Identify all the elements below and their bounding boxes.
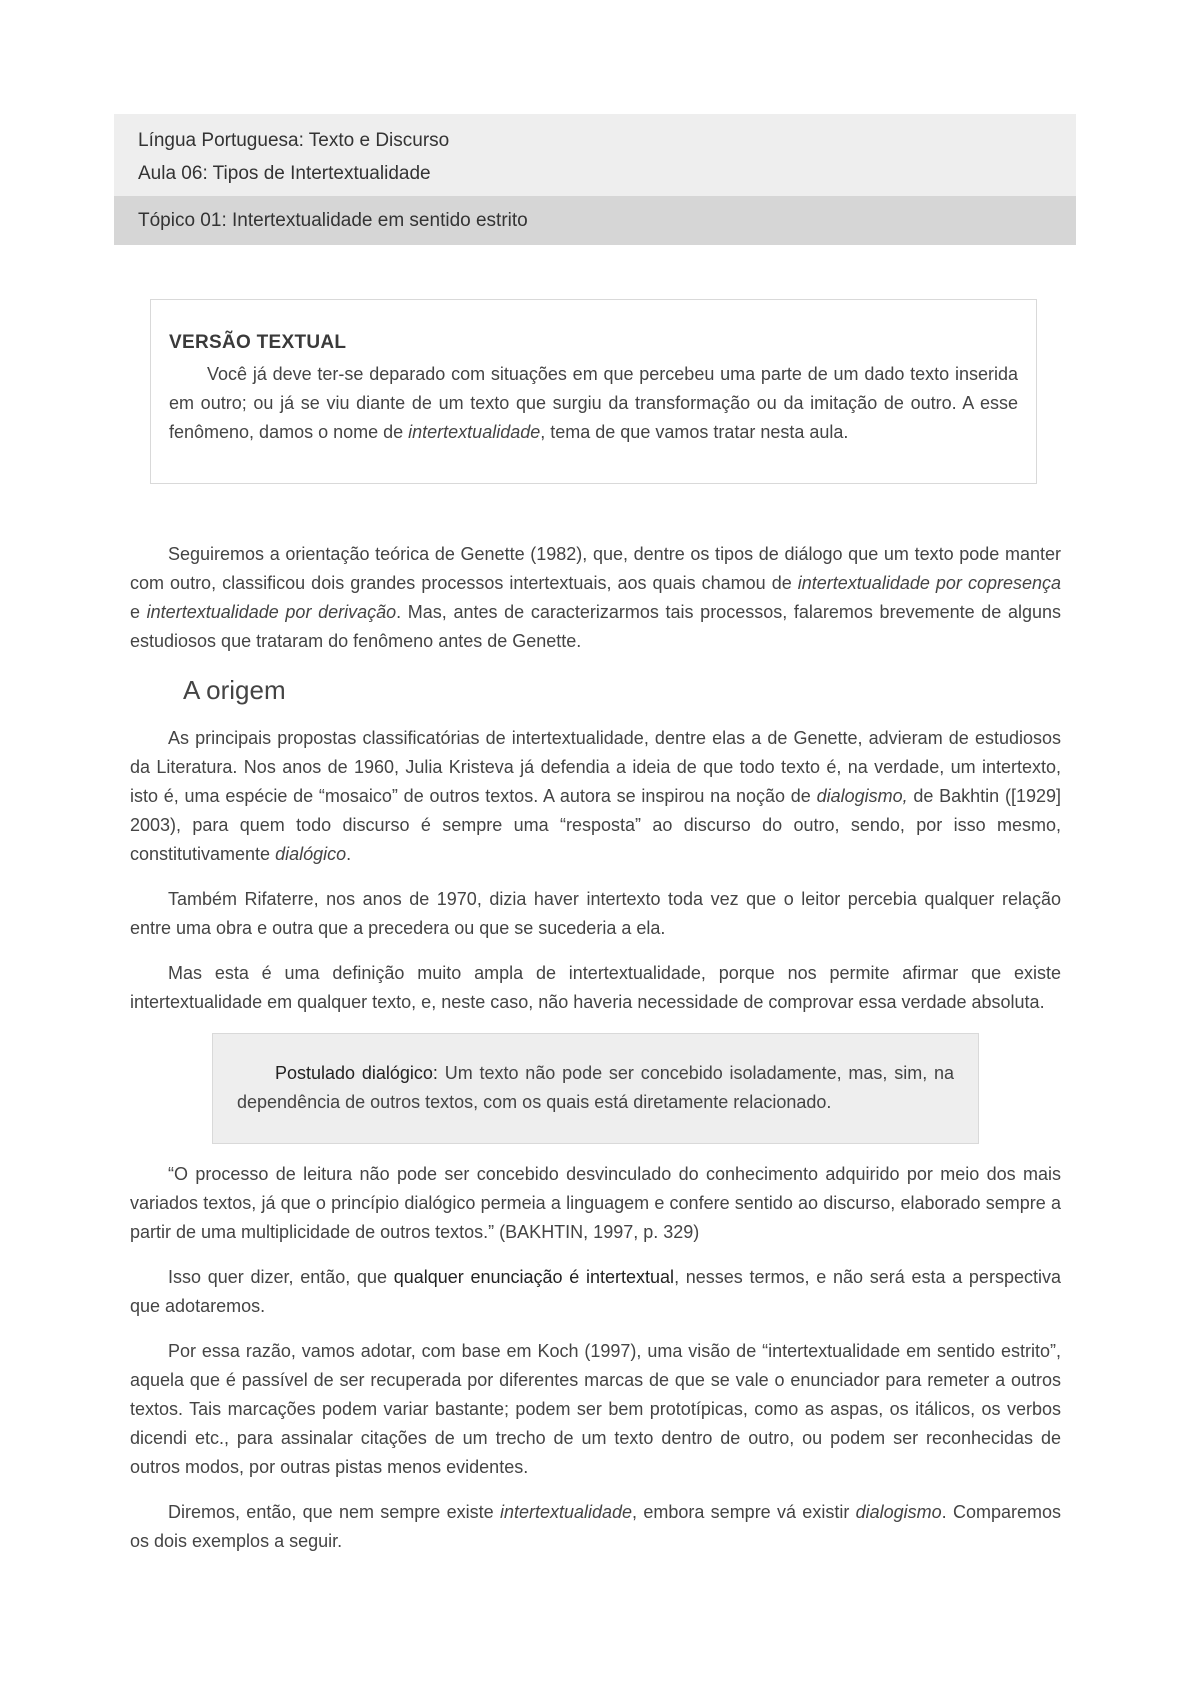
header-title-block [114,114,1076,196]
topic-title: Tópico 01: Intertextualidade em sentido estrito [114,196,1076,245]
lesson-title: Aula 06: Tipos de Intertextualidade [138,163,431,184]
postulate-text: Um texto não pode ser concebido isoladamente, mas, sim, na dependência de outros textos, com os quais está diretamente relacionado. [237,1063,954,1112]
paragraph-kristeva: As principais propostas classificatórias de intertextualidade, dentre elas a de Genette, advieram de estudiosos da Literatura. Nos anos de 1960, Julia Kristeva já defendia a ideia de que todo texto é, na verdade, um intertexto, isto é, uma espécie de “mosaico” de outros textos. A autora se inspirou na noção de dialogismo, de Bakhtin ([1929] 2003), para quem todo discurso é sempre uma “resposta” ao discurso do outro, sendo, por isso mesmo, constitutivamente dialógico. [130,728,1061,864]
textual-version-text: Você já deve ter-se deparado com situações em que percebeu uma parte de um dado texto inserida em outro; ou já se viu diante de um texto que surgiu da transformação ou da imitação de outro. A esse fenômeno, damos o nome de intertextualidade, tema de que vamos tratar nesta aula. [169,364,1018,442]
main-content [130,540,1061,1572]
paragraph-bakhtin-quote: “O processo de leitura não pode ser concebido desvinculado do conhecimento adquirido por meio dos mais variados textos, já que o princípio dialógico permeia a linguagem e confere sentido ao discurso, elaborado sempre a partir de uma multiplicidade de outros textos.” (BAKHTIN, 1997, p. 329) [130,1164,1061,1242]
paragraph-dialogismo: Diremos, então, que nem sempre existe intertextualidade, embora sempre vá existir dialogismo. Comparemos os dois exemplos a seguir. [130,1502,1062,1551]
paragraph-rifaterre: Também Rifaterre, nos anos de 1970, dizia haver intertexto toda vez que o leitor percebia qualquer relação entre uma obra e outra que a precedera ou que se sucederia a ela. [130,889,1061,938]
textual-version-title: VERSÃO TEXTUAL [169,332,347,353]
postulate-label: Postulado dialógico: [275,1063,438,1083]
paragraph-ampla: Mas esta é uma definição muito ampla de intertextualidade, porque nos permite afirmar que existe intertextualidade em qualquer texto, e, neste caso, não haveria necessidade de comprovar essa verdade absoluta. [130,963,1061,1012]
section-heading-origem: A origem [183,675,286,705]
page-header [114,114,1076,245]
textual-version-box [150,299,1037,484]
paragraph-koch: Por essa razão, vamos adotar, com base em Koch (1997), uma visão de “intertextualidade em sentido estrito”, aquela que é passível de ser recuperada por diferentes marcas de que se vale o enunciador para remeter a outros textos. Tais marcações podem variar bastante; podem ser bem prototípicas, como as aspas, os itálicos, os verbos dicendi etc., para assinalar citações de um trecho de um texto dentro de outro, ou podem ser reconhecidas de outros modos, por outras pistas menos evidentes. [130,1341,1061,1477]
paragraph-enunciacao: Isso quer dizer, então, que qualquer enunciação é intertextual, nesses termos, e não será esta a perspectiva que adotaremos. [130,1267,1061,1316]
course-title: Língua Portuguesa: Texto e Discurso [138,130,450,151]
paragraph-genette: Seguiremos a orientação teórica de Genette (1982), que, dentre os tipos de diálogo que um texto pode manter com outro, classificou dois grandes processos intertextuais, aos quais chamou de intertextualidade por copresença e intertextualidade por derivação. Mas, antes de caracterizarmos tais processos, falaremos brevemente de alguns estudiosos que trataram do fenômeno antes de Genette. [130,544,1062,651]
postulate-box [212,1033,979,1144]
